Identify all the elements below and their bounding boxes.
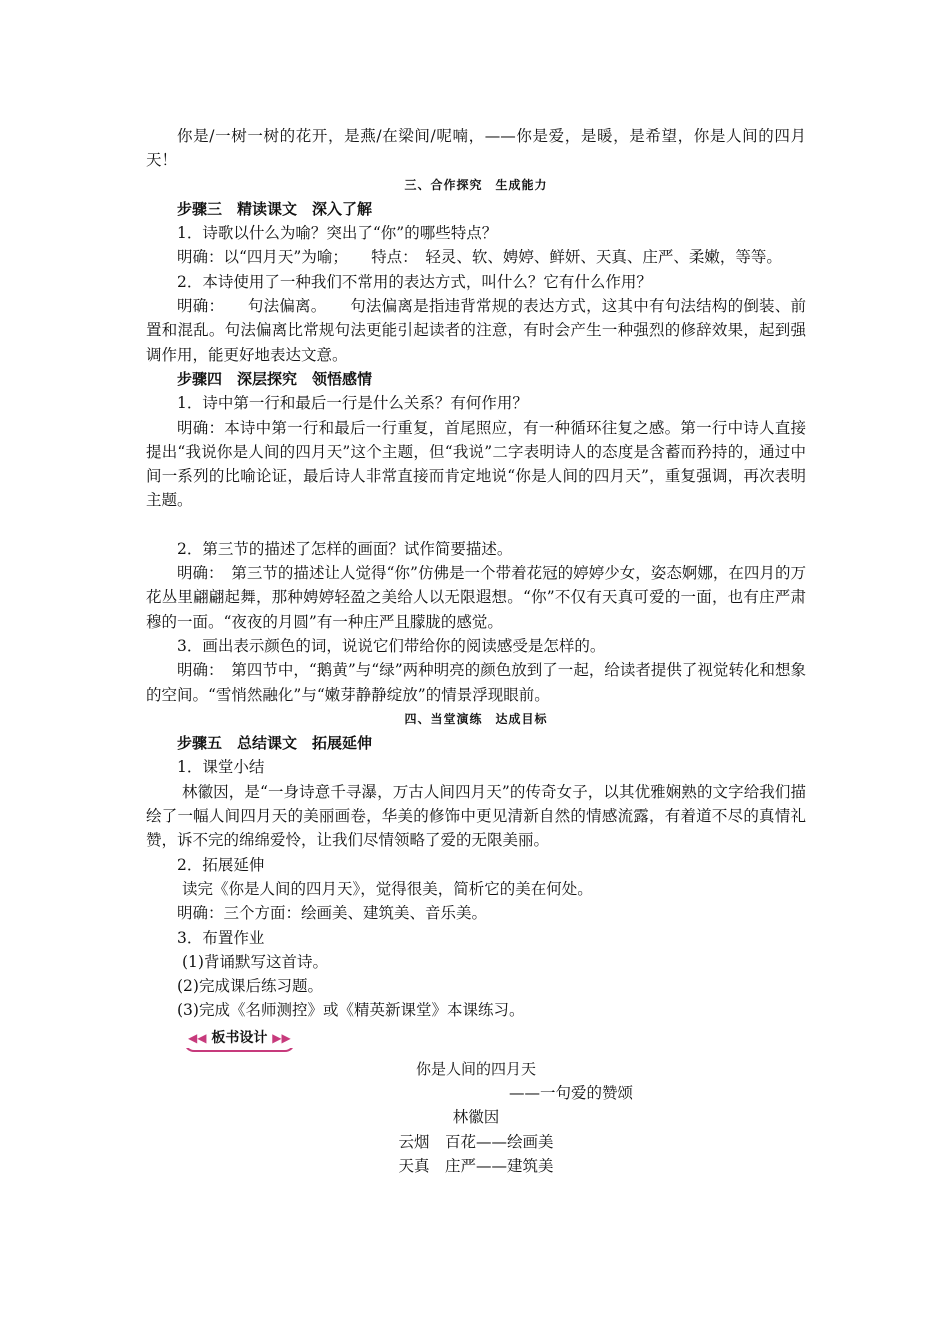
step3-answer-2: 明确： 句法偏离。 句法偏离是指违背常规的表达方式，这其中有句法结构的倒装、前置和混乱。句法偏离比常规句法更能引起读者的注意，有时会产生一种强烈的修辞效果，起到强调作用，能更好地表达文意。 [146,297,806,364]
homework-item: (2)完成课后练习题。 [177,977,323,996]
content-column [146,124,806,1178]
summary-paragraph: 林徽因，是“一身诗意千寻瀑，万古人间四月天”的传奇女子，以其优雅娴熟的文字给我们描绘了一幅人间四月天的美丽画卷，华美的修饰中更见清新自然的情感流露，有着道不尽的真情礼赞，诉不完的绵绵爱怜，让我们尽情领略了爱的无限美丽。 [146,782,806,850]
board-title: 你是人间的四月天 [415,1059,536,1078]
extension-answer: 明确：三个方面：绘画美、建筑美、音乐美。 [177,904,488,923]
poem-intro-line: 你是/一树一树的花开，是燕/在梁间/呢喃，——你是爱，是暖，是希望，你是人间的四月天！ [146,127,806,170]
step-four-heading: 步骤四 深层探究 领悟感情 [177,369,373,388]
board-line: 天真 庄严——建筑美 [398,1156,554,1175]
blank-gap [146,513,806,537]
step3-answer-1: 明确：以“四月天”为喻； 特点： 轻灵、软、娉婷、鲜妍、天真、庄严、柔嫩，等等。 [177,248,782,267]
step4-question-2: 2．第三节的描述了怎样的画面？试作简要描述。 [177,539,513,558]
step4-answer-2: 明确： 第三节的描述让人觉得“你”仿佛是一个带着花冠的婷婷少女，姿态婀娜，在四月的万花丛里翩翩起舞，那种娉婷轻盈之美给人以无限遐想。“你”不仅有天真可爱的一面，也有庄严肃穆的一面。“夜夜的月圆”有一种庄严且朦胧的感觉。 [146,564,806,631]
board-line: 云烟 百花——绘画美 [398,1132,554,1151]
board-author: 林徽因 [452,1108,500,1127]
step4-answer-3: 明确： 第四节中，“鹅黄”与“绿”两种明亮的颜色放到了一起，给读者提供了视觉转化和想象的空间。“雪悄然融化”与“嫩芽静静绽放”的情景浮现眼前。 [146,661,806,704]
board-design-banner [184,1027,295,1051]
step3-question-2: 2．本诗使用了一种我们不常用的表达方式，叫什么？它有什么作用？ [177,272,652,291]
step4-question-3: 3．画出表示颜色的词，说说它们带给你的阅读感受是怎样的。 [177,636,606,655]
summary-heading: 1．课堂小结 [177,758,265,777]
board-design-content [146,1057,806,1178]
homework-item: (3)完成《名师测控》或《精英新课堂》本课练习。 [177,1001,525,1020]
section-three-heading: 三、合作探究 生成能力 [404,177,548,192]
double-arrow-left-icon: ◀◀ [188,1030,207,1045]
step-five-heading: 步骤五 总结课文 拓展延伸 [177,734,373,753]
step4-answer-1: 明确：本诗中第一行和最后一行重复，首尾照应，有一种循环往复之感。第一行中诗人直接提出“我说你是人间的四月天”这个主题，但“我说”二字表明诗人的态度是含蓄而矜持的，通过中间一系列的比喻论证，最后诗人非常直接而肯定地说“你是人间的四月天”，重复强调，再次表明主题。 [146,418,806,510]
step4-question-1: 1．诗中第一行和最后一行是什么关系？有何作用？ [177,394,528,413]
double-arrow-right-icon: ▶▶ [272,1030,291,1045]
step-three-heading: 步骤三 精读课文 深入了解 [177,199,373,218]
extension-heading: 2．拓展延伸 [177,855,265,874]
board-design-label: 板书设计 [211,1029,268,1046]
homework-heading: 3．布置作业 [177,928,265,947]
step3-question-1: 1．诗歌以什么为喻？突出了“你”的哪些特点？ [177,224,498,243]
homework-item: (1)背诵默写这首诗。 [182,952,328,971]
section-four-heading: 四、当堂演练 达成目标 [404,711,548,726]
extension-question: 读完《你是人间的四月天》，觉得很美，简析它的美在何处。 [182,879,593,898]
board-subtitle: ——一句爱的赞颂 [508,1083,633,1102]
